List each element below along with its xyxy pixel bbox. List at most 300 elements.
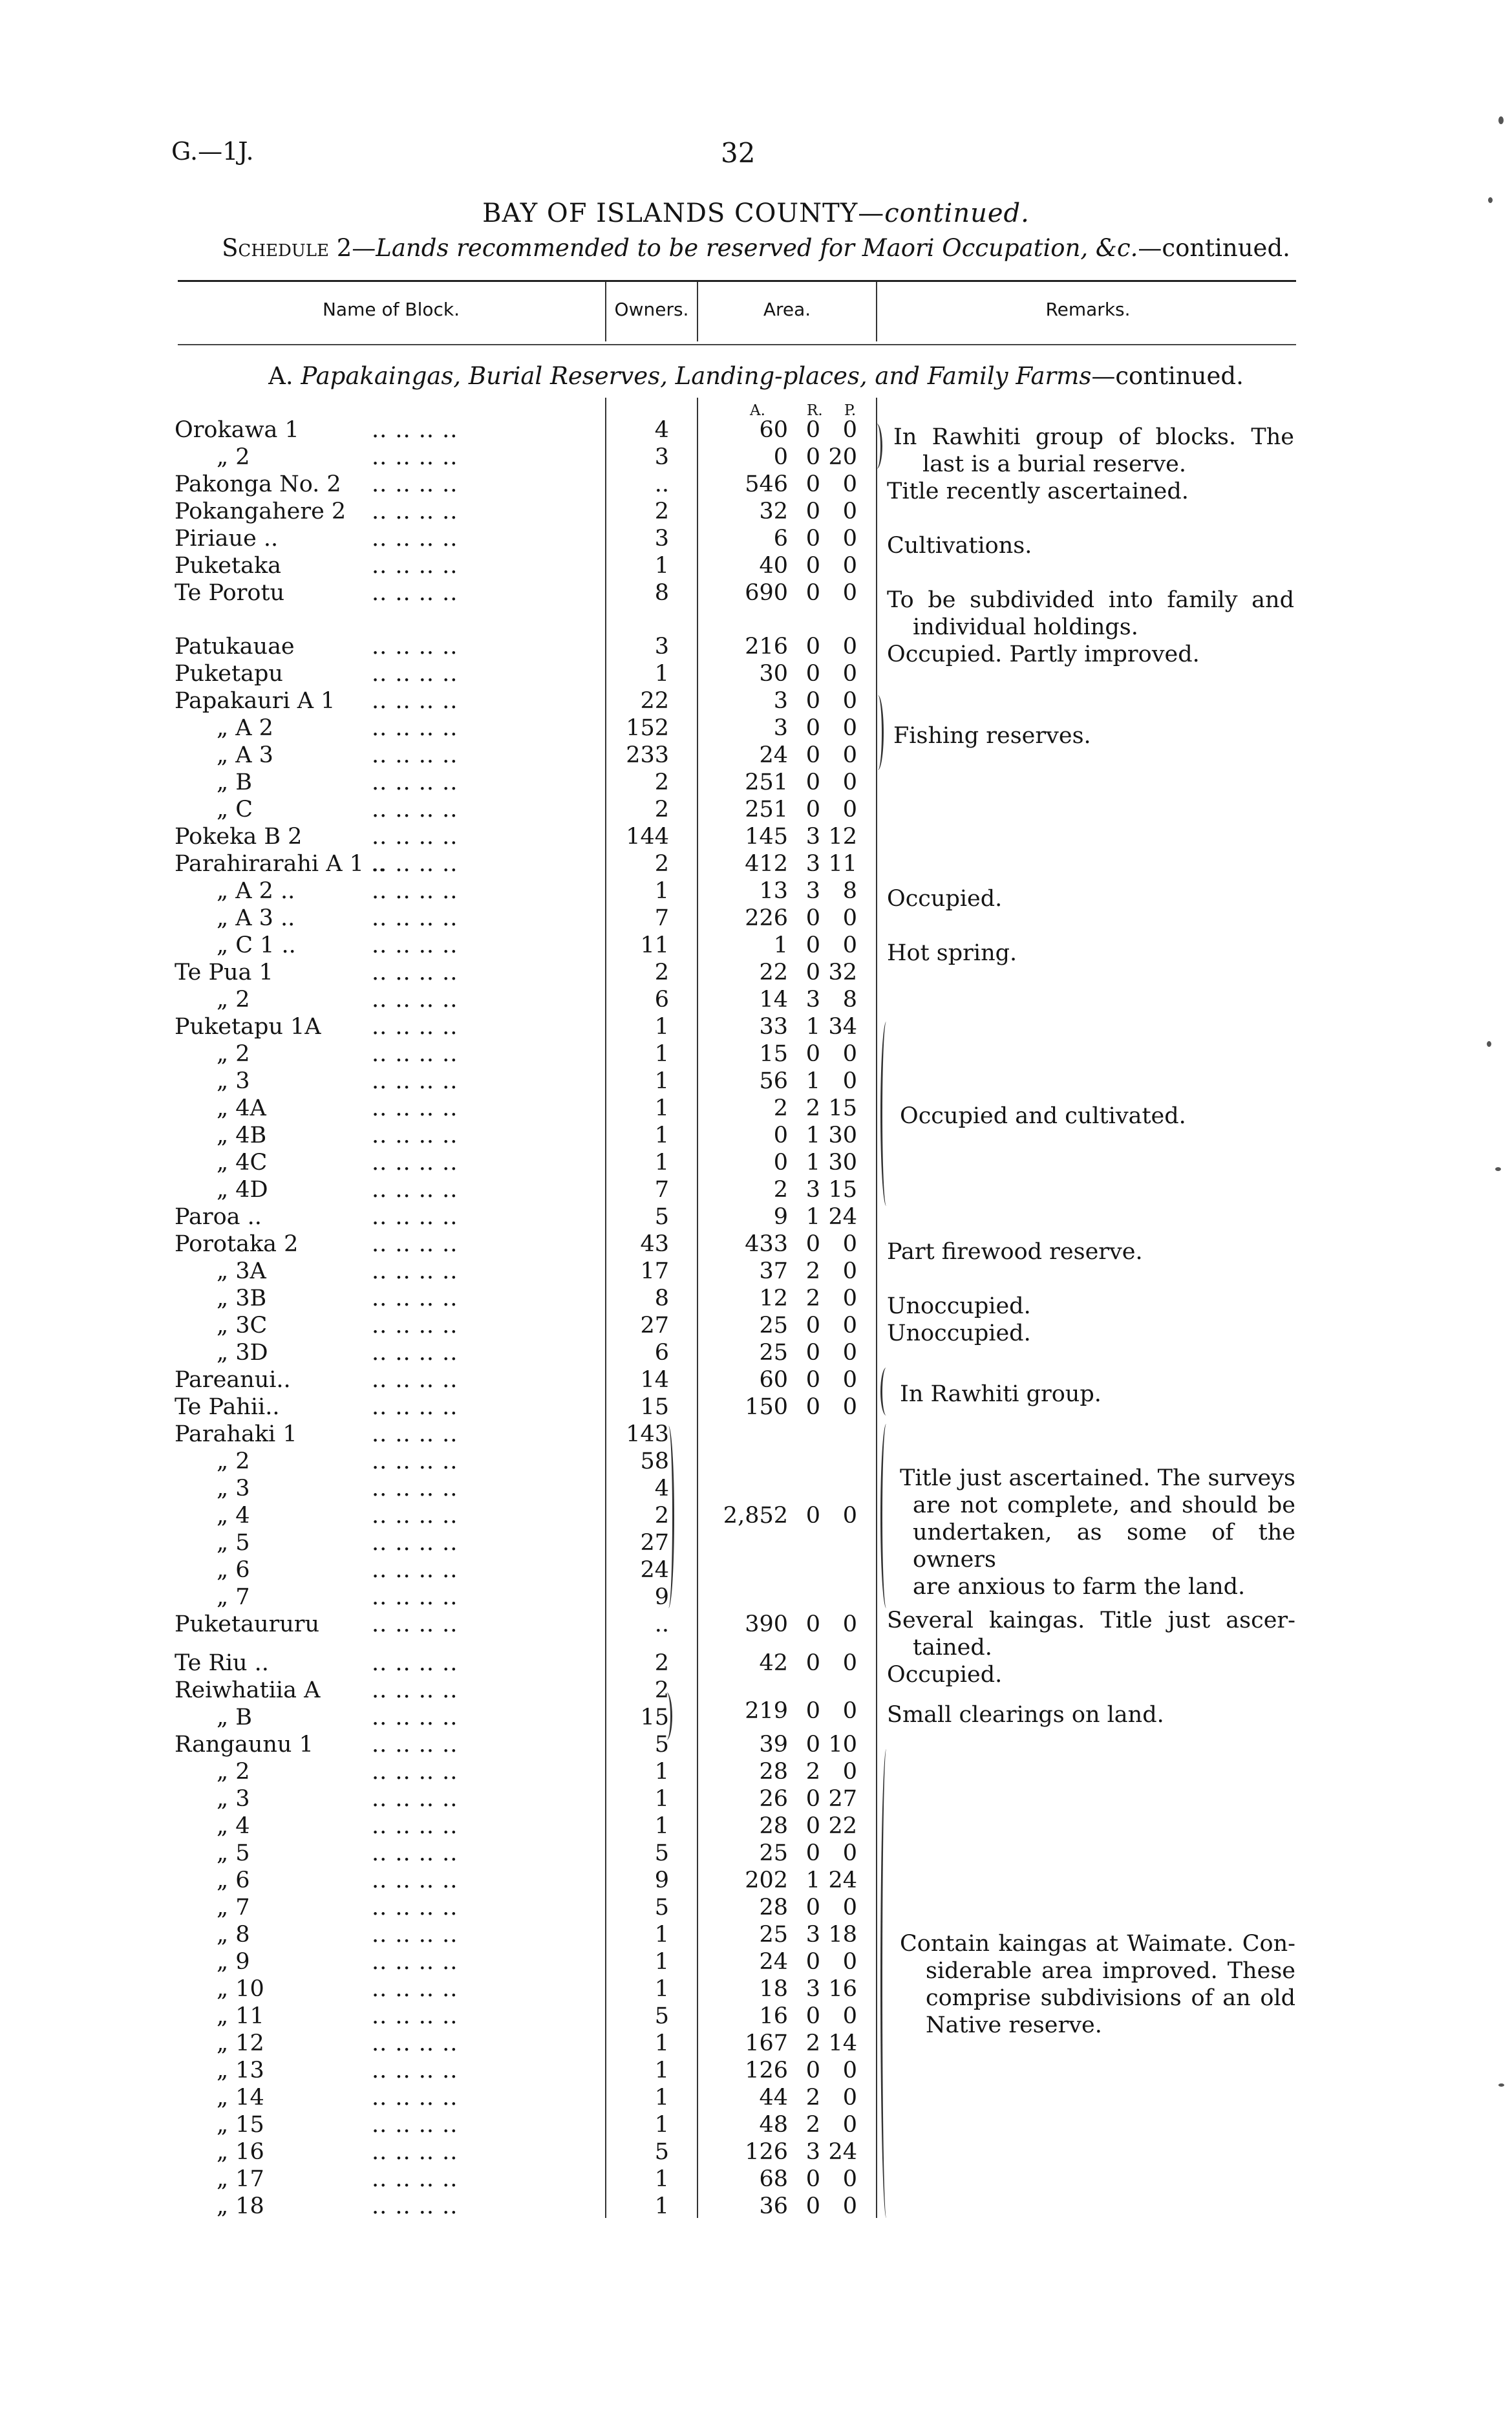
area-acres: 412: [745, 851, 788, 877]
block-name: Puketaururu: [175, 1611, 320, 1637]
table-row: [0, 1149, 1512, 1176]
area-roods: 3: [805, 987, 820, 1013]
block-name: „ 4C: [217, 1150, 268, 1176]
area-roods: 0: [805, 1732, 820, 1758]
area-perches: 0: [842, 2058, 857, 2083]
table-row: [0, 959, 1512, 986]
block-name: „ 4D: [217, 1177, 268, 1203]
block-name: „ 13: [217, 2058, 264, 2083]
block-name: „ 16: [217, 2139, 264, 2165]
area-roods: 0: [805, 1786, 820, 1812]
table-row: [0, 1758, 1512, 1785]
area-acres: 42: [759, 1650, 788, 1676]
table-row: [0, 823, 1512, 850]
block-name: „ 15: [217, 2112, 264, 2138]
column-divider: [605, 282, 606, 341]
leader-dots: .. .. .. ..: [372, 797, 458, 823]
area-acres: 150: [745, 1394, 788, 1420]
owners-count: 1: [654, 661, 669, 687]
scan-speck: [1487, 1041, 1491, 1047]
area-perches: 0: [842, 1068, 857, 1094]
owners-count: ..: [654, 1611, 669, 1637]
area-acres: 40: [759, 553, 788, 579]
area-perches: 14: [828, 2030, 857, 2056]
area-acres: 6: [773, 526, 788, 552]
remark-line: are not complete, and should be: [913, 1492, 1295, 1518]
block-name: „ 2: [217, 987, 250, 1013]
block-name: Parahirarahi A 1 ..: [175, 851, 386, 877]
table-row: [0, 1231, 1512, 1258]
block-name: Patukauae: [175, 634, 295, 660]
table-row: [0, 1894, 1512, 1921]
table-row: [0, 525, 1512, 552]
leader-dots: .. .. .. ..: [372, 2139, 458, 2165]
owners-count: 2: [654, 1650, 669, 1676]
block-name: Porotaka 2: [175, 1231, 299, 1257]
area-perches: 15: [828, 1095, 857, 1121]
owners-count: 5: [654, 2003, 669, 2029]
area-acres: 24: [759, 742, 788, 768]
area-roods: 0: [805, 1231, 820, 1257]
owners-count: 1: [654, 2085, 669, 2111]
leader-dots: .. .. .. ..: [372, 1813, 458, 1839]
area-perches: 22: [828, 1813, 857, 1839]
block-name: „ 6: [217, 1557, 250, 1583]
title-continued: continued.: [884, 199, 1030, 228]
owners-count: 144: [626, 824, 669, 850]
leader-dots: .. .. .. ..: [372, 471, 458, 497]
leader-dots: .. .. .. ..: [372, 634, 458, 660]
area-roods: 1: [805, 1867, 820, 1893]
remark-line: undertaken, as some of the owners: [913, 1520, 1295, 1573]
owners-count: 1: [654, 1041, 669, 1067]
block-name: „ 7: [217, 1895, 250, 1921]
area-perches: 0: [842, 1759, 857, 1785]
remark-kaingas: [887, 1607, 1295, 1661]
leader-dots: .. .. .. ..: [372, 1448, 458, 1474]
table-row: [0, 1867, 1512, 1894]
owners-count: 7: [654, 1177, 669, 1203]
owners-count: ..: [654, 471, 669, 497]
leader-dots: .. .. .. ..: [372, 1584, 458, 1610]
owners-count: 2: [654, 797, 669, 823]
area-roods: 0: [805, 2003, 820, 2029]
area-perches: 0: [842, 526, 857, 552]
area-perches: 0: [842, 1895, 857, 1921]
section-prefix: A.: [268, 362, 301, 390]
leader-dots: .. .. .. ..: [372, 932, 458, 958]
scan-speck: [1498, 116, 1504, 124]
leader-dots: .. .. .. ..: [372, 661, 458, 687]
area-perches: 0: [842, 2193, 857, 2219]
section-heading: [0, 362, 1512, 390]
leader-dots: .. .. .. ..: [372, 1922, 458, 1948]
area-roods: 0: [805, 634, 820, 660]
area-roods: 0: [805, 661, 820, 687]
area-roods: 0: [805, 688, 820, 714]
remark-title-recent: Title recently ascertained.: [887, 479, 1189, 504]
area-perches: 15: [828, 1177, 857, 1203]
remarks-brace: [880, 1749, 890, 2218]
leader-dots: .. .. .. ..: [372, 1867, 458, 1893]
remark-te-riu: Occupied.: [887, 1662, 1003, 1688]
table-row: [0, 850, 1512, 877]
owners-count: 1: [654, 2166, 669, 2192]
reiwhatiia-combined-area: [0, 1697, 1512, 1725]
block-name: „ 17: [217, 2166, 264, 2192]
area-acres: 126: [745, 2058, 788, 2083]
remark-occupied-cultivated: Occupied and cultivated.: [900, 1103, 1186, 1129]
table-row: [0, 1785, 1512, 1813]
schedule-continued: —continued.: [1138, 234, 1290, 262]
owners-count: 1: [654, 553, 669, 579]
owners-count: 1: [654, 1095, 669, 1121]
area-acres: 28: [759, 1895, 788, 1921]
area-roods: 2: [805, 2030, 820, 2056]
area-perches: 24: [828, 1867, 857, 1893]
area-acres: 44: [759, 2085, 788, 2111]
area-roods: 2: [805, 2085, 820, 2111]
block-name: „ 3A: [217, 1258, 266, 1284]
remark-rawhiti: [893, 424, 1294, 478]
remark-clearings: Small clearings on land.: [887, 1702, 1164, 1728]
leader-dots: .. .. .. ..: [372, 1705, 458, 1730]
owners-count: 8: [654, 580, 669, 606]
scan-speck: [1495, 1167, 1501, 1171]
area-perches: 0: [842, 1231, 857, 1257]
area-roods: 0: [805, 499, 820, 524]
area-perches: 0: [842, 553, 857, 579]
area-roods: 0: [805, 1313, 820, 1339]
block-name: Pokeka B 2: [175, 824, 303, 850]
remark-line: siderable area improved. These: [926, 1958, 1295, 1984]
block-name: Puketapu 1A: [175, 1014, 321, 1040]
leader-dots: .. .. .. ..: [372, 1123, 458, 1148]
block-name: Paroa ..: [175, 1204, 262, 1230]
leader-dots: .. .. .. ..: [372, 905, 458, 931]
owners-count: 43: [640, 1231, 669, 1257]
block-name: „ 2: [217, 1448, 250, 1474]
table-top-rule: [178, 280, 1296, 282]
block-name: „ 6: [217, 1867, 250, 1893]
owners-count: 24: [640, 1557, 669, 1583]
page-number: 32: [721, 137, 756, 169]
owners-count: 1: [654, 1922, 669, 1948]
area-acres: 56: [759, 1068, 788, 1094]
remarks-brace: [880, 1022, 890, 1206]
area-acres: 28: [759, 1759, 788, 1785]
area-roods: 0: [805, 580, 820, 606]
owners-count: 2: [654, 960, 669, 985]
area-perches: 0: [842, 1503, 857, 1529]
column-header-owners: Owners.: [614, 299, 689, 320]
block-name: „ 4B: [217, 1123, 267, 1148]
area-roods: 3: [805, 2139, 820, 2165]
area-roods: 0: [805, 1367, 820, 1393]
remark-occupied: Occupied.: [887, 886, 1003, 912]
area-roods: 0: [805, 1895, 820, 1921]
area-acres: 202: [745, 1867, 788, 1893]
table-row: [0, 905, 1512, 932]
table-row: [0, 715, 1512, 742]
owners-count: 9: [654, 1867, 669, 1893]
block-name: „ 5: [217, 1530, 250, 1556]
owners-count: 7: [654, 905, 669, 931]
leader-dots: .. .. .. ..: [372, 1949, 458, 1975]
area-acres: 546: [745, 471, 788, 497]
area-acres: 32: [759, 499, 788, 524]
owners-count: 1: [654, 878, 669, 904]
remark-line: In Rawhiti group of blocks. The: [893, 424, 1294, 450]
area-perches: 0: [842, 580, 857, 606]
remark-line: tained.: [913, 1635, 992, 1661]
block-name: Parahaki 1: [175, 1421, 297, 1447]
area-roods: 0: [805, 769, 820, 795]
table-row: [0, 498, 1512, 525]
block-name: „ B: [217, 1705, 252, 1730]
area-roods: 1: [805, 1150, 820, 1176]
area-perches: 34: [828, 1014, 857, 1040]
block-name: Pokangahere 2: [175, 499, 346, 524]
leader-dots: .. .. .. ..: [372, 987, 458, 1013]
table-row: [0, 552, 1512, 579]
leader-dots: .. .. .. ..: [372, 1340, 458, 1366]
area-roods: 0: [805, 797, 820, 823]
leader-dots: .. .. .. ..: [372, 1286, 458, 1311]
remark-line: comprise subdivisions of an old: [926, 1985, 1295, 2011]
block-name: „ C: [217, 797, 253, 823]
area-perches: 16: [828, 1976, 857, 2002]
area-roods: 0: [805, 471, 820, 497]
table-row: [0, 1813, 1512, 1840]
leader-dots: .. .. .. ..: [372, 1177, 458, 1203]
area-perches: 0: [842, 1367, 857, 1393]
owners-count: 1: [654, 1976, 669, 2002]
leader-dots: .. .. .. ..: [372, 1650, 458, 1676]
table-row: [0, 742, 1512, 769]
area-acres: 0: [773, 1150, 788, 1176]
area-roods-header: R.: [807, 402, 823, 419]
area-roods: 1: [805, 1068, 820, 1094]
area-acres: 60: [759, 417, 788, 443]
remark-line: Several kaingas. Title just ascer-: [887, 1608, 1295, 1633]
leader-dots: .. .. .. ..: [372, 1677, 458, 1703]
owners-count: 1: [654, 1949, 669, 1975]
block-name: „ A 2: [217, 715, 273, 741]
block-name: „ 10: [217, 1976, 264, 2002]
area-perches: 0: [842, 1611, 857, 1637]
area-roods: 0: [805, 715, 820, 741]
area-acres: 433: [745, 1231, 788, 1257]
area-acres: 28: [759, 1813, 788, 1839]
area-perches: 0: [842, 797, 857, 823]
remark-waimate: [900, 1930, 1295, 2039]
table-row: [0, 769, 1512, 796]
area-acres: 25: [759, 1922, 788, 1948]
area-perches: 12: [828, 824, 857, 850]
area-roods: 2: [805, 2112, 820, 2138]
block-name: Rangaunu 1: [175, 1732, 314, 1758]
table-row: [0, 687, 1512, 715]
leader-dots: .. .. .. ..: [372, 878, 458, 904]
owners-count: 5: [654, 1895, 669, 1921]
block-name: „ 3: [217, 1476, 250, 1501]
area-acres: 39: [759, 1732, 788, 1758]
area-perches: 24: [828, 2139, 857, 2165]
block-name: Puketapu: [175, 661, 283, 687]
area-roods: 0: [805, 1394, 820, 1420]
block-name: „ 4: [217, 1503, 250, 1529]
area-acres: 145: [745, 824, 788, 850]
block-name: „ 2: [217, 444, 250, 470]
table-row: [0, 1068, 1512, 1095]
leader-dots: .. .. .. ..: [372, 499, 458, 524]
block-name: „ A 3: [217, 742, 273, 768]
area-perches: 0: [842, 715, 857, 741]
owners-count: 5: [654, 1732, 669, 1758]
leader-dots: .. .. .. ..: [372, 526, 458, 552]
column-header-remarks: Remarks.: [1045, 299, 1131, 320]
area-roods: 0: [805, 2193, 820, 2219]
column-divider: [876, 282, 877, 341]
table-row: [0, 1203, 1512, 1231]
area-acres: 690: [745, 580, 788, 606]
owners-count: 1: [654, 2112, 669, 2138]
area-acres: 26: [759, 1786, 788, 1812]
area-perches: 0: [842, 1041, 857, 1067]
leader-dots: .. .. .. ..: [372, 2193, 458, 2219]
area-acres: 12: [759, 1286, 788, 1311]
area-acres: 251: [745, 769, 788, 795]
area-perches: 0: [842, 634, 857, 660]
area-perches: 0: [842, 1949, 857, 1975]
area-roods: 0: [805, 1503, 820, 1529]
area-acres: 219: [745, 1698, 788, 1724]
leader-dots: .. .. .. ..: [372, 688, 458, 714]
area-acres: 22: [759, 960, 788, 985]
section-title: Papakaingas, Burial Reserves, Landing-places, and Family Farms: [301, 362, 1092, 390]
leader-dots: .. .. .. ..: [372, 851, 458, 877]
area-perches: 0: [842, 769, 857, 795]
area-acres: 16: [759, 2003, 788, 2029]
area-perches: 0: [842, 1698, 857, 1724]
table-row: [0, 1176, 1512, 1203]
area-acres: 36: [759, 2193, 788, 2219]
table-row: [0, 1013, 1512, 1040]
block-name: „ 18: [217, 2193, 264, 2219]
block-name: „ 4A: [217, 1095, 266, 1121]
leader-dots: .. .. .. ..: [372, 1313, 458, 1339]
leader-dots: .. .. .. ..: [372, 1530, 458, 1556]
owners-count: 1: [654, 1786, 669, 1812]
area-roods: 3: [805, 878, 820, 904]
area-perches: 0: [842, 1313, 857, 1339]
scan-speck: [1488, 197, 1493, 203]
block-name: „ 8: [217, 1922, 250, 1948]
leader-dots: .. .. .. ..: [372, 1041, 458, 1067]
area-roods: 2: [805, 1286, 820, 1311]
owners-count: 14: [640, 1367, 669, 1393]
owners-count: 2: [654, 769, 669, 795]
area-perches: 0: [842, 499, 857, 524]
leader-dots: .. .. .. ..: [372, 1611, 458, 1637]
area-roods: 0: [805, 1611, 820, 1637]
area-acres: 251: [745, 797, 788, 823]
owners-count: 1: [654, 1813, 669, 1839]
area-acres: 226: [745, 905, 788, 931]
area-roods: 0: [805, 905, 820, 931]
leader-dots: .. .. .. ..: [372, 1394, 458, 1420]
owners-count: 27: [640, 1530, 669, 1556]
owners-count: 1: [654, 1150, 669, 1176]
leader-dots: .. .. .. ..: [372, 2085, 458, 2111]
area-roods: 0: [805, 417, 820, 443]
remarks-brace: [880, 1368, 890, 1415]
leader-dots: .. .. .. ..: [372, 580, 458, 606]
owners-count: 11: [640, 932, 669, 958]
block-name: „ 11: [217, 2003, 264, 2029]
leader-dots: .. .. .. ..: [372, 553, 458, 579]
table-row: [0, 2057, 1512, 2084]
table-row: [0, 1393, 1512, 1421]
owners-count: 9: [654, 1584, 669, 1610]
block-name: „ 2: [217, 1759, 250, 1785]
leader-dots: .. .. .. ..: [372, 1068, 458, 1094]
owners-count: 3: [654, 526, 669, 552]
leader-dots: .. .. .. ..: [372, 1786, 458, 1812]
area-roods: 2: [805, 1258, 820, 1284]
table-header-rule: [178, 344, 1296, 345]
scan-speck: [1498, 2083, 1504, 2087]
block-name: „ 14: [217, 2085, 264, 2111]
table-row: [0, 796, 1512, 823]
owners-count: 5: [654, 1840, 669, 1866]
section-continued: —continued.: [1091, 362, 1244, 390]
area-acres: 14: [759, 987, 788, 1013]
owners-count: 3: [654, 634, 669, 660]
area-perches: 0: [842, 905, 857, 931]
area-acres-header: A.: [750, 402, 765, 419]
area-perches: 0: [842, 1286, 857, 1311]
leader-dots: .. .. .. ..: [372, 1557, 458, 1583]
leader-dots: .. .. .. ..: [372, 1258, 458, 1284]
owners-count: 233: [626, 742, 669, 768]
block-name: Reiwhatiia A: [175, 1677, 321, 1703]
schedule-label: Schedule 2—: [222, 234, 376, 262]
table-row: [0, 1258, 1512, 1285]
leader-dots: .. .. .. ..: [372, 1759, 458, 1785]
area-perches: 0: [842, 1258, 857, 1284]
block-name: Te Riu ..: [175, 1650, 269, 1676]
leader-dots: .. .. .. ..: [372, 1150, 458, 1176]
area-roods: 2: [805, 1095, 820, 1121]
block-name: „ C 1 ..: [217, 932, 296, 958]
block-name: „ 2: [217, 1041, 250, 1067]
block-name: „ 12: [217, 2030, 264, 2056]
area-perches-header: P.: [844, 402, 857, 419]
area-acres: 33: [759, 1014, 788, 1040]
block-name: „ A 2 ..: [217, 878, 295, 904]
area-perches: 0: [842, 471, 857, 497]
area-perches: 0: [842, 1394, 857, 1420]
area-roods: 0: [805, 960, 820, 985]
owners-count: 1: [654, 2193, 669, 2219]
block-name: „ B: [217, 769, 252, 795]
leader-dots: .. .. .. ..: [372, 742, 458, 768]
table-row: [0, 660, 1512, 687]
area-roods: 3: [805, 1922, 820, 1948]
area-perches: 30: [828, 1150, 857, 1176]
